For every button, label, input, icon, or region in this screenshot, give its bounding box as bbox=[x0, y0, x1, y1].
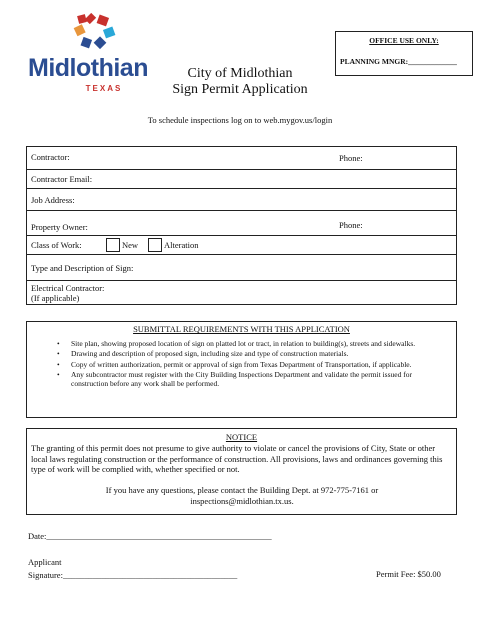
submittal-requirements bbox=[26, 321, 457, 418]
electrical-contractor-label bbox=[31, 283, 104, 303]
city-star-icon bbox=[28, 10, 168, 56]
owner-phone-label: Phone: bbox=[339, 220, 363, 230]
contractor-row[interactable] bbox=[27, 147, 456, 170]
bullet-icon: • bbox=[57, 369, 60, 379]
job-address-row[interactable] bbox=[27, 189, 456, 211]
class-of-work-row bbox=[27, 236, 456, 255]
applicant-signature bbox=[28, 556, 237, 582]
logo-wordmark: Midlothian bbox=[28, 54, 148, 82]
notice-body: The granting of this permit does not presume to give authority to violate or cancel the provisions of City, State or other local laws regulating construction or the performance of construction. All provisions, laws and ordinances governing this type of work will be complied with, whether specified or not. bbox=[31, 443, 443, 474]
bullet-icon: • bbox=[57, 349, 60, 359]
list-item: • Any subcontractor must register with the City Building Inspections Department and validate the permit issued for construction before any work shall be performed. bbox=[57, 369, 412, 389]
planning-manager-field[interactable]: PLANNING MNGR:_____________ bbox=[340, 57, 457, 66]
notice-box bbox=[26, 428, 457, 515]
contractor-label: Contractor: bbox=[31, 152, 70, 162]
applicant-info-form bbox=[26, 146, 457, 305]
electrical-contractor-row[interactable] bbox=[27, 281, 456, 305]
electrical-label-line2: (If applicable) bbox=[31, 293, 80, 303]
job-address-label: Job Address: bbox=[31, 195, 75, 205]
list-item: • Site plan, showing proposed location of sign on platted lot or tract, in relation to building(s), streets and sidewalks. bbox=[57, 339, 416, 348]
alteration-label: Alteration bbox=[164, 240, 199, 250]
title-form: Sign Permit Application bbox=[172, 82, 308, 97]
signature-field[interactable]: Signature:_________________________________________ bbox=[28, 570, 238, 580]
contact-line1: If you have any questions, please contact the Building Dept. at 972-775-7161 or bbox=[105, 485, 379, 495]
contractor-email-label: Contractor Email: bbox=[31, 174, 93, 184]
bullet-icon: • bbox=[57, 359, 60, 369]
notice-title: NOTICE bbox=[225, 432, 258, 442]
page-title bbox=[150, 66, 330, 98]
city-logo bbox=[28, 10, 168, 98]
schedule-note: To schedule inspections log on to web.mygov.us/login bbox=[147, 115, 333, 125]
alteration-checkbox[interactable] bbox=[148, 238, 162, 252]
list-item: • Copy of written authorization, permit or approval of sign from Texas Department of Transportation, if applicable. bbox=[57, 359, 412, 369]
permit-fee: Permit Fee: $50.00 bbox=[376, 569, 441, 579]
electrical-label-line1: Electrical Contractor: bbox=[31, 283, 105, 293]
new-checkbox[interactable] bbox=[106, 238, 120, 252]
bullet-icon: • bbox=[57, 339, 60, 348]
sign-type-row[interactable] bbox=[27, 255, 456, 281]
new-label: New bbox=[122, 240, 139, 250]
title-city: City of Midlothian bbox=[187, 66, 293, 81]
requirements-title: SUBMITTAL REQUIREMENTS WITH THIS APPLICATION bbox=[133, 324, 350, 334]
applicant-label: Applicant bbox=[28, 557, 62, 567]
notice-contact bbox=[67, 485, 417, 506]
contractor-phone-label: Phone: bbox=[339, 153, 363, 163]
date-field[interactable]: Date:_____________________________________________________ bbox=[28, 531, 272, 541]
requirements-list bbox=[57, 339, 417, 389]
office-use-title: OFFICE USE ONLY: bbox=[369, 36, 439, 45]
logo-state: TEXAS bbox=[85, 84, 123, 93]
list-item: • Drawing and description of proposed sign, including size and type of construction materials. bbox=[57, 349, 349, 359]
sign-type-label: Type and Description of Sign: bbox=[31, 263, 134, 273]
class-of-work-label: Class of Work: bbox=[31, 240, 82, 250]
office-use-box bbox=[335, 31, 473, 76]
property-owner-row[interactable] bbox=[27, 211, 456, 236]
contractor-email-row[interactable] bbox=[27, 170, 456, 189]
contact-line2: inspections@midlothian.tx.us. bbox=[190, 495, 294, 506]
property-owner-label: Property Owner: bbox=[31, 222, 88, 232]
